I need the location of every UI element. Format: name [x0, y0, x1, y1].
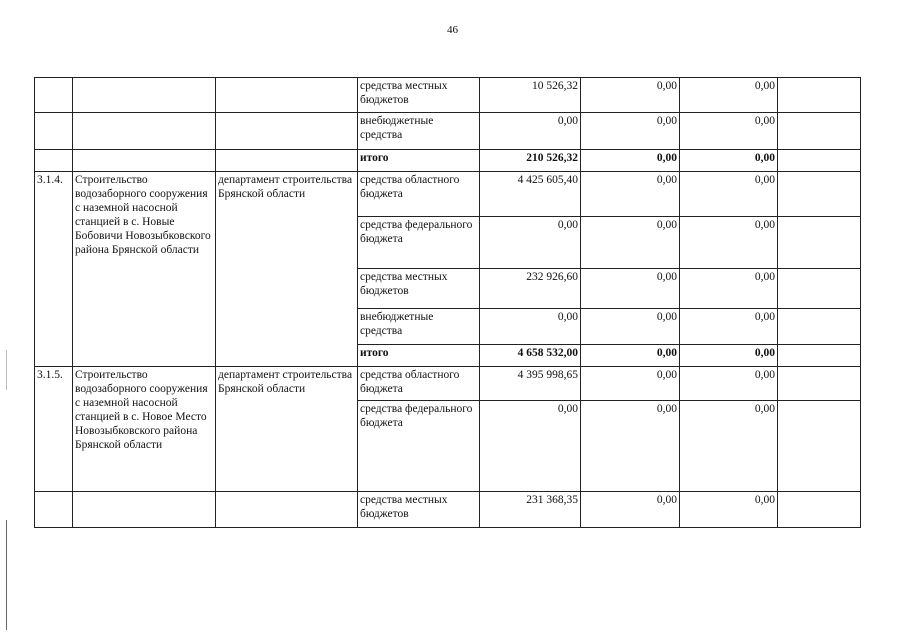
item-number-cell [35, 113, 73, 150]
empty-cell [778, 269, 861, 309]
empty-cell [778, 401, 861, 492]
item-name-cell [73, 492, 216, 528]
total-row [35, 150, 861, 172]
amount-cell: 0,00 [680, 172, 778, 217]
item-name-cell [73, 78, 216, 113]
item-number-cell: 3.1.5. [35, 367, 73, 492]
table-row [35, 172, 861, 217]
amount-cell: 0,00 [581, 269, 680, 309]
amount-cell: 0,00 [680, 78, 778, 113]
amount-cell: 0,00 [680, 269, 778, 309]
funding-source-cell: итого [358, 345, 480, 367]
funding-source-cell: итого [358, 150, 480, 172]
empty-cell [778, 345, 861, 367]
amount-cell: 4 658 532,00 [480, 345, 581, 367]
scan-artifact-line [6, 520, 7, 630]
amount-cell: 210 526,32 [480, 150, 581, 172]
item-name-cell [73, 150, 216, 172]
item-number-cell [35, 492, 73, 528]
amount-cell: 231 368,35 [480, 492, 581, 528]
amount-cell: 0,00 [581, 172, 680, 217]
table-row [35, 367, 861, 401]
amount-cell: 0,00 [581, 345, 680, 367]
amount-cell: 4 425 605,40 [480, 172, 581, 217]
amount-cell: 0,00 [581, 78, 680, 113]
amount-cell: 0,00 [581, 401, 680, 492]
funding-source-cell: внебюджетные средства [358, 113, 480, 150]
empty-cell [778, 367, 861, 401]
amount-cell: 4 395 998,65 [480, 367, 581, 401]
table-row [35, 78, 861, 113]
amount-cell: 0,00 [680, 492, 778, 528]
amount-cell: 0,00 [581, 367, 680, 401]
item-number-cell [35, 78, 73, 113]
table-row [35, 492, 861, 528]
funding-source-cell: средства местных бюджетов [358, 78, 480, 113]
scan-artifact-line [6, 350, 7, 390]
empty-cell [778, 309, 861, 345]
amount-cell: 0,00 [480, 113, 581, 150]
empty-cell [778, 78, 861, 113]
executor-cell [216, 492, 358, 528]
amount-cell: 0,00 [480, 401, 581, 492]
empty-cell [778, 217, 861, 269]
amount-cell: 0,00 [680, 401, 778, 492]
funding-source-cell: внебюджетные средства [358, 309, 480, 345]
funding-source-cell: средства областного бюджета [358, 367, 480, 401]
amount-cell: 0,00 [480, 309, 581, 345]
amount-cell: 0,00 [680, 309, 778, 345]
amount-cell: 0,00 [680, 113, 778, 150]
amount-cell: 0,00 [581, 492, 680, 528]
amount-cell: 0,00 [581, 309, 680, 345]
table-row [35, 113, 861, 150]
item-name-cell: Строительство водозаборного сооружения с наземной насосной станцией в с. Новое Место Новозыбковского района Брянской области [73, 367, 216, 492]
executor-cell: департамент строительства Брянской области [216, 172, 358, 367]
executor-cell [216, 113, 358, 150]
executor-cell [216, 150, 358, 172]
amount-cell: 0,00 [581, 113, 680, 150]
item-name-cell [73, 113, 216, 150]
empty-cell [778, 492, 861, 528]
funding-source-cell: средства местных бюджетов [358, 492, 480, 528]
amount-cell: 0,00 [581, 150, 680, 172]
budget-table [34, 77, 861, 528]
funding-source-cell: средства федерального бюджета [358, 401, 480, 492]
empty-cell [778, 150, 861, 172]
funding-source-cell: средства местных бюджетов [358, 269, 480, 309]
amount-cell: 0,00 [680, 345, 778, 367]
item-number-cell [35, 150, 73, 172]
amount-cell: 0,00 [680, 367, 778, 401]
amount-cell: 0,00 [581, 217, 680, 269]
executor-cell [216, 78, 358, 113]
executor-cell: департамент строительства Брянской области [216, 367, 358, 492]
amount-cell: 0,00 [480, 217, 581, 269]
item-number-cell: 3.1.4. [35, 172, 73, 367]
amount-cell: 10 526,32 [480, 78, 581, 113]
item-name-cell: Строительство водозаборного сооружения с наземной насосной станцией в с. Новые Бобовичи Новозыбковского района Брянской области [73, 172, 216, 367]
amount-cell: 0,00 [680, 150, 778, 172]
amount-cell: 232 926,60 [480, 269, 581, 309]
page-number: 46 [447, 24, 458, 36]
empty-cell [778, 113, 861, 150]
empty-cell [778, 172, 861, 217]
amount-cell: 0,00 [680, 217, 778, 269]
funding-source-cell: средства федерального бюджета [358, 217, 480, 269]
funding-source-cell: средства областного бюджета [358, 172, 480, 217]
